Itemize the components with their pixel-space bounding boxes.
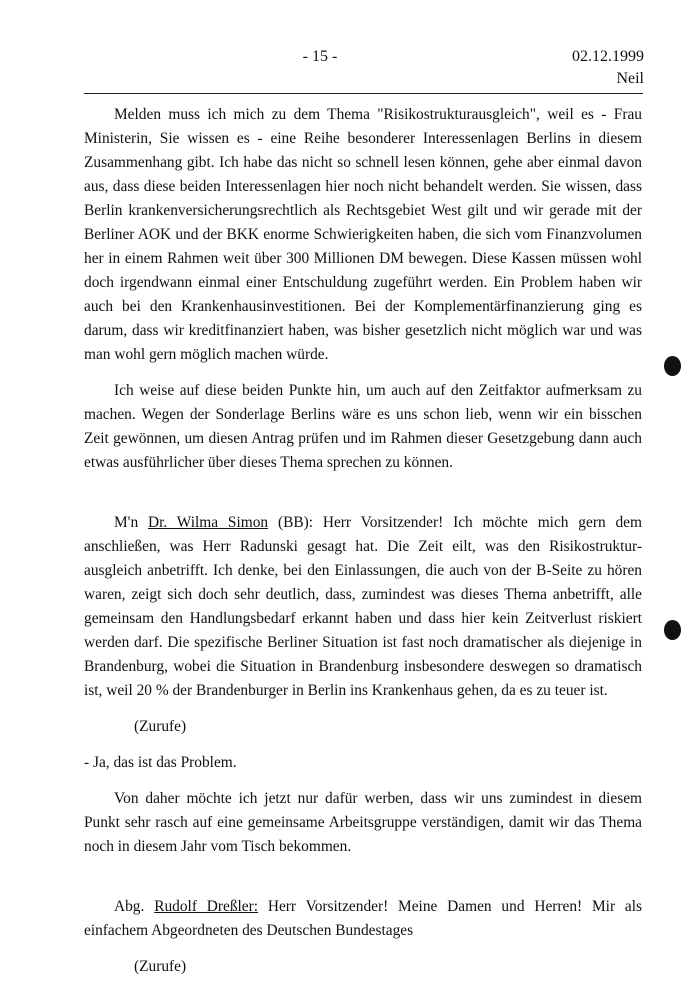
- punch-hole-mark: [664, 356, 681, 376]
- header-divider: [84, 93, 643, 94]
- paragraph-3: Von daher möchte ich jetzt nur dafür werben, dass wir uns zumindest in diesem Punkt sehr rasch auf eine gemeinsame Arbeitsgruppe verständigen, damit wir das Thema noch in diesem Jahr vom Tisch bekommen.: [84, 790, 642, 855]
- speaker-name: Rudolf Dreßler:: [154, 898, 259, 915]
- header-name: Neil: [616, 70, 644, 87]
- speaker-prefix: Abg.: [114, 898, 145, 915]
- speaker-dressler-paragraph: [84, 895, 642, 943]
- header-date: 02.12.1999: [572, 48, 644, 65]
- page-number: - 15 -: [302, 48, 338, 65]
- reply-line: - Ja, das ist das Problem.: [84, 754, 237, 771]
- speaker-name: Dr. Wilma Simon: [148, 514, 269, 531]
- paragraph-2: Ich weise auf diese beiden Punkte hin, um auch auf den Zeitfaktor aufmerksam zu machen. Wegen der Sonderlage Berlins wäre es uns schon lieb, wenn wir ein bisschen Zeit gewönnen, um diesen Antrag prüfen und im Rahmen dieser Gesetzgebung dann auch etwas ausführlicher über dieses Thema sprechen zu können.: [84, 382, 642, 471]
- document-body: [84, 103, 642, 979]
- paragraph-1: Melden muss ich mich zu dem Thema "Risikostrukturausgleich", weil es - Frau Ministerin, Sie wissen es - eine Reihe besonderer Interessenlagen Berlins in diesem Zusammenhang gibt. Ich habe das nicht so schnell lesen können, gehe aber einmal davon aus, dass diese beiden Interessenlagen hier noch nicht behandelt werden. Sie wissen, dass Berlin krankenversicherungsrechtlich als Rechtsgebiet West gilt und wir gerade mit der Berliner AOK und der BKK enorme Schwierigkeiten haben, die sich vom Finanzvolumen her in einem Rahmen weit über 300 Millionen DM bewegen. Diese Kassen müssen wohl doch irgendwann einmal einer Entschuldung zugeführt werden. Ein Problem haben wir auch bei den Krankenhausinvestitionen. Bei der Komplementärfinanzierung ging es darum, dass wir kreditfinanziert haben, was bisher gesetzlich nicht möglich war und was man wohl gern möglich machen würde.: [84, 106, 642, 363]
- speaker-prefix: M'n: [114, 514, 139, 531]
- interjection: (Zurufe): [134, 958, 187, 975]
- speaker-text: (BB): Herr Vorsitzender! Ich möchte mich gern dem anschließen, was Herr Radunski gesagt hat. Die Zeit eilt, was den Risikostruktur-ausgleich anbetrifft. Ich denke, bei den Einlassungen, die auch von der B-Seite zu hören waren, zeigt sich doch sehr deutlich, dass, zumindest was dieses Thema anbetrifft, alle gemeinsam den Handlungsbedarf erkannt haben und dass hier kein Zeitverlust riskiert werden darf. Die spezifische Berliner Situation ist fast noch dramatischer als diejenige in Brandenburg, wobei die Situation in Brandenburg insbesondere deswegen so dramatisch ist, weil 20 % der Brandenburger in Berlin ins Krankenhaus gehen, da es zu teuer ist.: [84, 514, 642, 699]
- speaker-text: Herr Vorsitzender! Meine Damen und Herren! Mir als einfachem Abgeordneten des Deutschen Bundestages: [84, 898, 642, 939]
- interjection: (Zurufe): [134, 718, 187, 735]
- speaker-simon-paragraph: [84, 511, 642, 703]
- punch-hole-mark: [664, 620, 681, 640]
